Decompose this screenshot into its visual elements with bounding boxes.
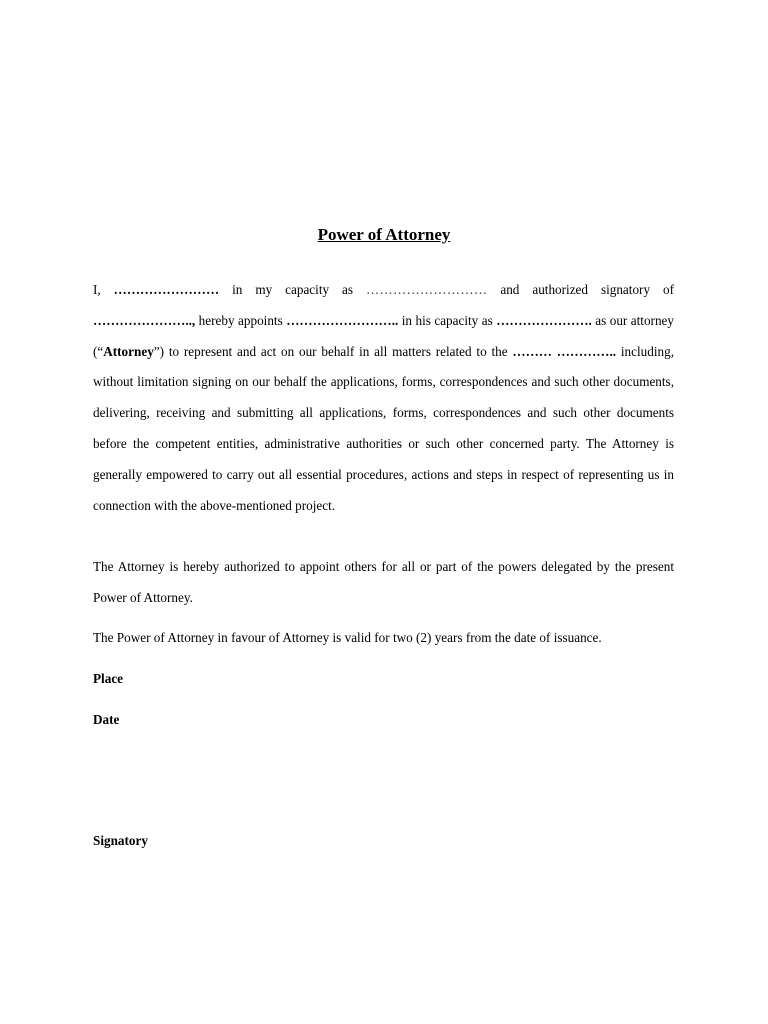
blank-name: …………………… (113, 282, 220, 297)
blank-company: ………………….., (93, 312, 196, 328)
place-label: Place (93, 671, 124, 686)
document-title: Power of Attorney (317, 225, 451, 244)
text-segment: and authorized signatory of (487, 282, 674, 297)
blank-attorney-capacity: …………………. (496, 312, 592, 328)
blank-capacity: ……………………… (365, 282, 488, 297)
date-label: Date (93, 712, 120, 727)
blank-attorney: …………………….. (286, 312, 399, 328)
text-segment: including, without limitation signing on our behalf the applications, forms, correspondences and such other documents, delivering, receiving and submitting all applications, forms, correspondences and such other documents before the competent entities, administrative authorities or such other concerned party. The Attorney is generally empowered to carry out all essential procedures, actions and steps in respect of representing us in connection with the above-mentioned project. (93, 343, 674, 513)
text-segment: in my capacity as (219, 282, 366, 297)
text-segment: as our attorney (“ (93, 312, 674, 359)
text-segment: ”) to represent and act on our behalf in all matters related to the (153, 343, 513, 359)
blank-matter: ……… ………….. (512, 343, 617, 359)
attorney-term: Attorney (103, 343, 154, 359)
text-segment: I, (93, 282, 114, 297)
text-segment: in his capacity as (398, 312, 497, 328)
text-segment: hereby appoints (195, 312, 287, 328)
delegation-paragraph: The Attorney is hereby authorized to appoint others for all or part of the powers delegated by the present Power of Attorney. (93, 559, 674, 605)
appointment-paragraph (93, 275, 674, 521)
validity-paragraph: The Power of Attorney in favour of Attorney is valid for two (2) years from the date of issuance. (93, 630, 602, 645)
signatory-label: Signatory (93, 833, 148, 848)
